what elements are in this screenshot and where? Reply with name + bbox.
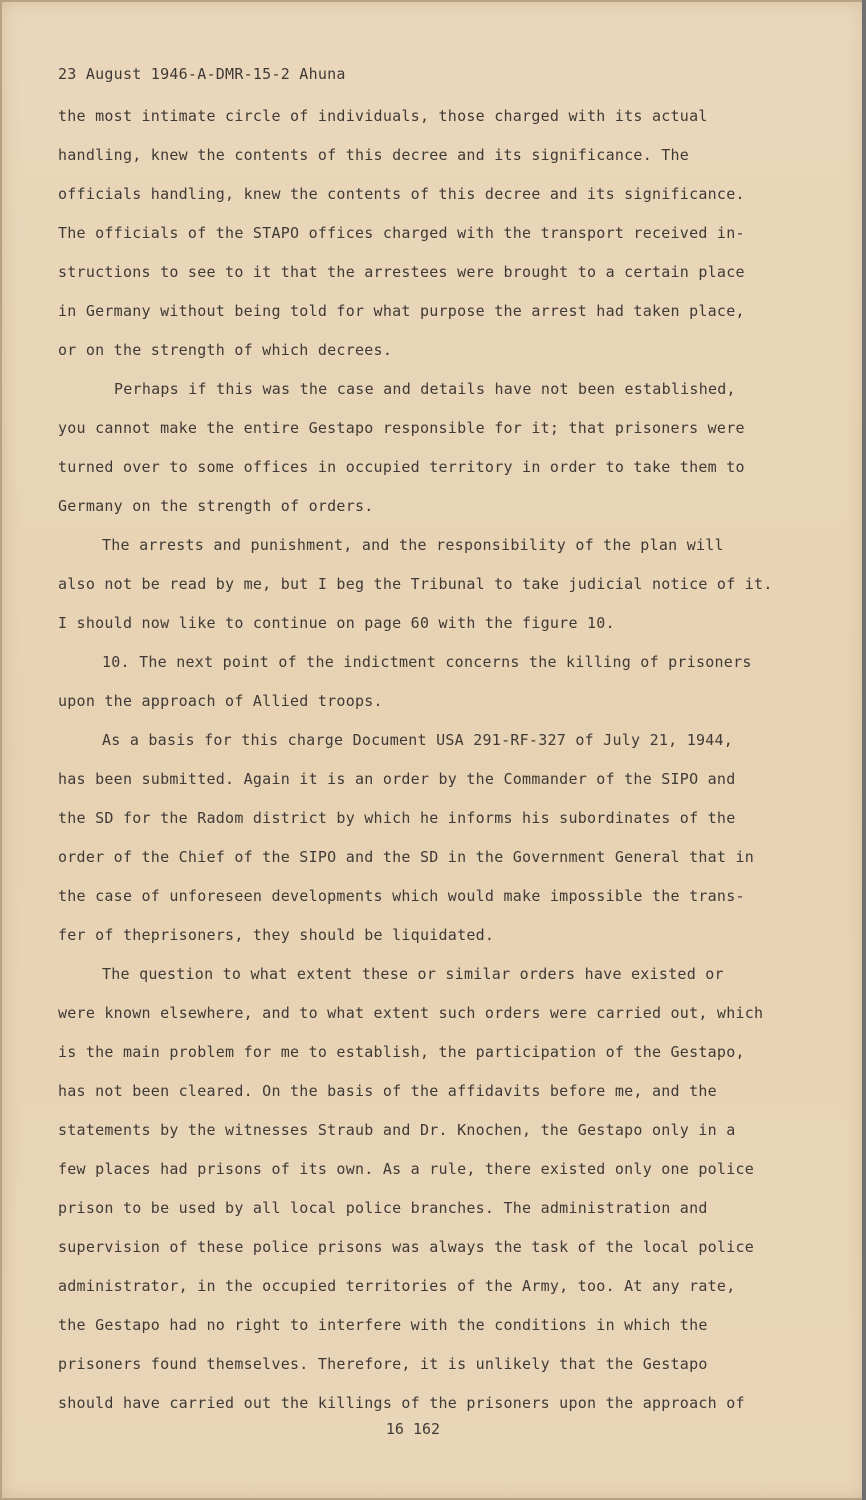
text-line: upon the approach of Allied troops. <box>58 692 383 710</box>
text-line: turned over to some offices in occupied territory in order to take them to <box>58 458 745 476</box>
text-line: has been submitted. Again it is an order by the Commander of the SIPO and <box>58 770 736 788</box>
text-line: handling, knew the contents of this decree and its significance. The <box>58 146 690 164</box>
page-edge <box>862 0 866 1500</box>
document-header: 23 August 1946-A-DMR-15-2 Ahuna <box>58 65 346 83</box>
text-line: officials handling, knew the contents of this decree and its significance. <box>58 185 745 203</box>
text-line: or on the strength of which decrees. <box>58 341 393 359</box>
text-line: I should now like to continue on page 60 with the figure 10. <box>58 614 615 632</box>
text-line: should have carried out the killings of the prisoners upon the approach of <box>58 1394 745 1412</box>
text-line: 10. The next point of the indictment concerns the killing of prisoners <box>102 653 752 671</box>
text-line: the case of unforeseen developments which would make impossible the trans- <box>58 887 745 905</box>
text-line: the most intimate circle of individuals, those charged with its actual <box>58 107 708 125</box>
text-line: were known elsewhere, and to what extent such orders were carried out, which <box>58 1004 764 1022</box>
page-footer <box>0 1420 866 1438</box>
text-line: Germany on the strength of orders. <box>58 497 374 515</box>
text-line: administrator, in the occupied territories of the Army, too. At any rate, <box>58 1277 736 1295</box>
text-line: prison to be used by all local police branches. The administration and <box>58 1199 708 1217</box>
page-number: 16 162 <box>385 1420 441 1438</box>
text-line: The arrests and punishment, and the responsibility of the plan will <box>102 536 724 554</box>
text-line: has not been cleared. On the basis of the affidavits before me, and the <box>58 1082 717 1100</box>
text-line: statements by the witnesses Straub and Dr. Knochen, the Gestapo only in a <box>58 1121 736 1139</box>
text-line: The officials of the STAPO offices charged with the transport received in- <box>58 224 745 242</box>
text-line: in Germany without being told for what purpose the arrest had taken place, <box>58 302 745 320</box>
text-line: fer of theprisoners, they should be liquidated. <box>58 926 495 944</box>
text-line: The question to what extent these or similar orders have existed or <box>102 965 724 983</box>
text-line: the SD for the Radom district by which he informs his subordinates of the <box>58 809 736 827</box>
text-line: structions to see to it that the arrestees were brought to a certain place <box>58 263 745 281</box>
text-line: you cannot make the entire Gestapo responsible for it; that prisoners were <box>58 419 745 437</box>
text-line: the Gestapo had no right to interfere with the conditions in which the <box>58 1316 708 1334</box>
text-line: supervision of these police prisons was always the task of the local police <box>58 1238 755 1256</box>
text-line: As a basis for this charge Document USA 291-RF-327 of July 21, 1944, <box>102 731 734 749</box>
text-line: Perhaps if this was the case and details have not been established, <box>114 380 736 398</box>
text-line: order of the Chief of the SIPO and the SD in the Government General that in <box>58 848 755 866</box>
text-line: few places had prisons of its own. As a rule, there existed only one police <box>58 1160 755 1178</box>
document-body <box>58 62 818 1430</box>
text-line: prisoners found themselves. Therefore, it is unlikely that the Gestapo <box>58 1355 708 1373</box>
text-line: is the main problem for me to establish, the participation of the Gestapo, <box>58 1043 745 1061</box>
text-line: also not be read by me, but I beg the Tribunal to take judicial notice of it. <box>58 575 773 593</box>
